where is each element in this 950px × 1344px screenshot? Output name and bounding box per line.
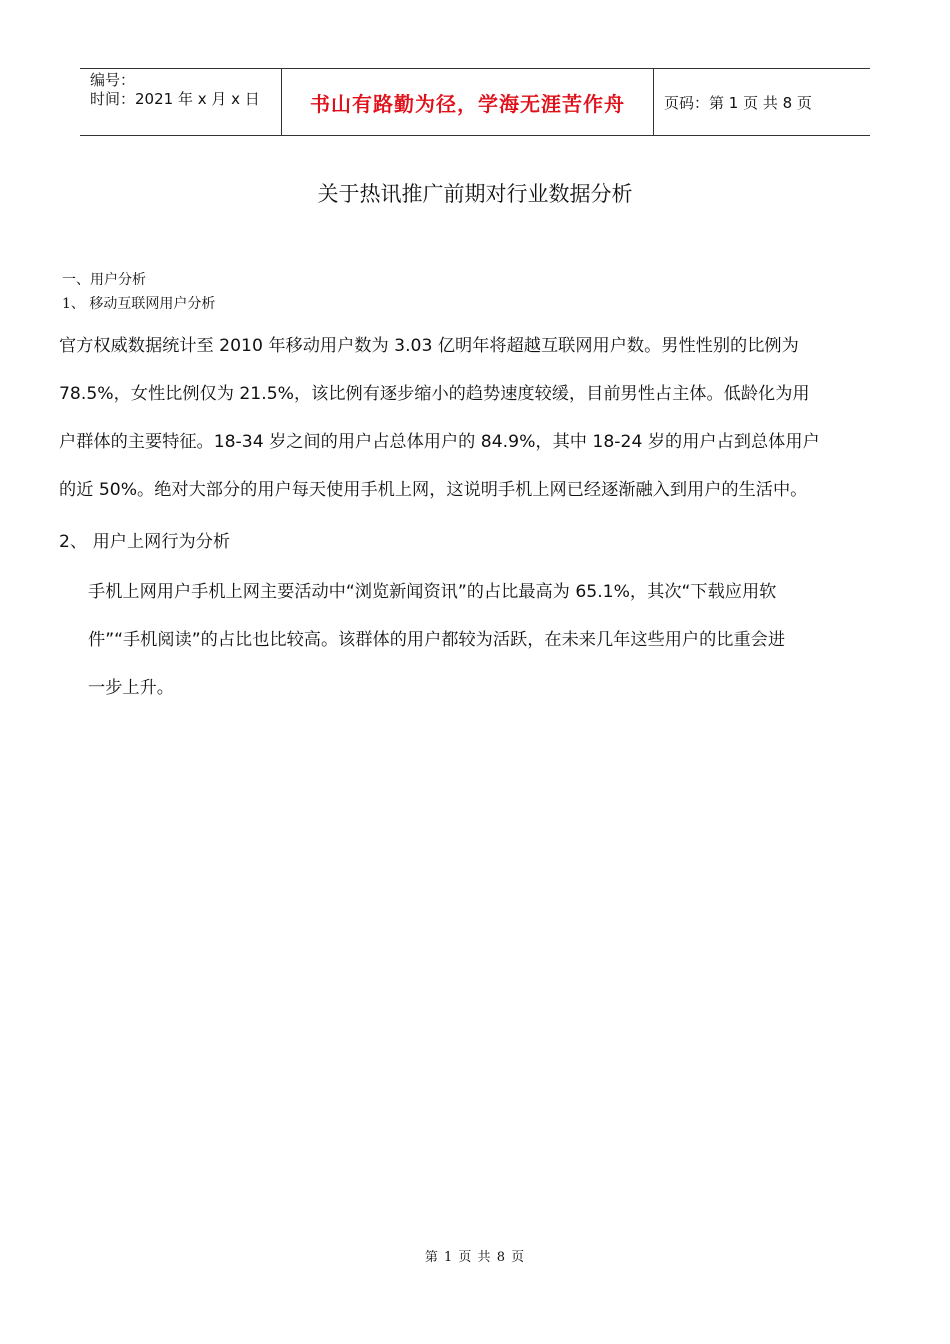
paragraph-line: 的近 50%。绝对大部分的用户每天使用手机上网，这说明手机上网已经逐渐融入到用户的生活中。 bbox=[59, 480, 808, 500]
header-page-code: 页码：第 1 页 共 8 页 bbox=[664, 93, 812, 112]
subsection-heading-mobile-users: 1、 移动互联网用户分析 bbox=[62, 296, 216, 312]
paragraph-user-behavior bbox=[88, 568, 898, 712]
paragraph-mobile-user-stats bbox=[59, 322, 889, 514]
paragraph-line: 官方权威数据统计至 2010 年移动用户数为 3.03 亿明年将超越互联网用户数。男性性别的比例为 bbox=[59, 336, 799, 356]
paragraph-line: 户群体的主要特征。18-34 岁之间的用户占总体用户的 84.9%，其中 18-24 岁的用户占到总体用户 bbox=[59, 432, 820, 452]
header-info-cell bbox=[80, 69, 281, 135]
header-motto: 书山有路勤为径，学海无涯苦作舟 bbox=[310, 91, 625, 116]
page-footer-number: 第 1 页 共 8 页 bbox=[424, 1250, 526, 1265]
document-header bbox=[80, 68, 870, 136]
paragraph-line: 手机上网用户手机上网主要活动中“浏览新闻资讯”的占比最高为 65.1%，其次“下载应用软 bbox=[88, 582, 777, 602]
section-heading-user-analysis: 一、用户分析 bbox=[62, 272, 146, 288]
document-number-label: 编号： bbox=[90, 71, 136, 89]
paragraph-line: 件”“手机阅读”的占比也比较高。该群体的用户都较为活跃，在未来几年这些用户的比重会进 bbox=[88, 630, 786, 650]
subsection-heading-user-behavior: 2、 用户上网行为分析 bbox=[59, 532, 231, 552]
header-page-cell bbox=[654, 69, 870, 135]
paragraph-line: 78.5%，女性比例仅为 21.5%，该比例有逐步缩小的趋势速度较缓，目前男性占主体。低龄化为用 bbox=[59, 384, 810, 404]
paragraph-line: 一步上升。 bbox=[88, 678, 174, 698]
document-title: 关于热讯推广前期对行业数据分析 bbox=[317, 182, 633, 206]
document-date-label: 时间：2021 年 x 月 x 日 bbox=[90, 90, 260, 108]
header-motto-cell bbox=[281, 69, 654, 135]
